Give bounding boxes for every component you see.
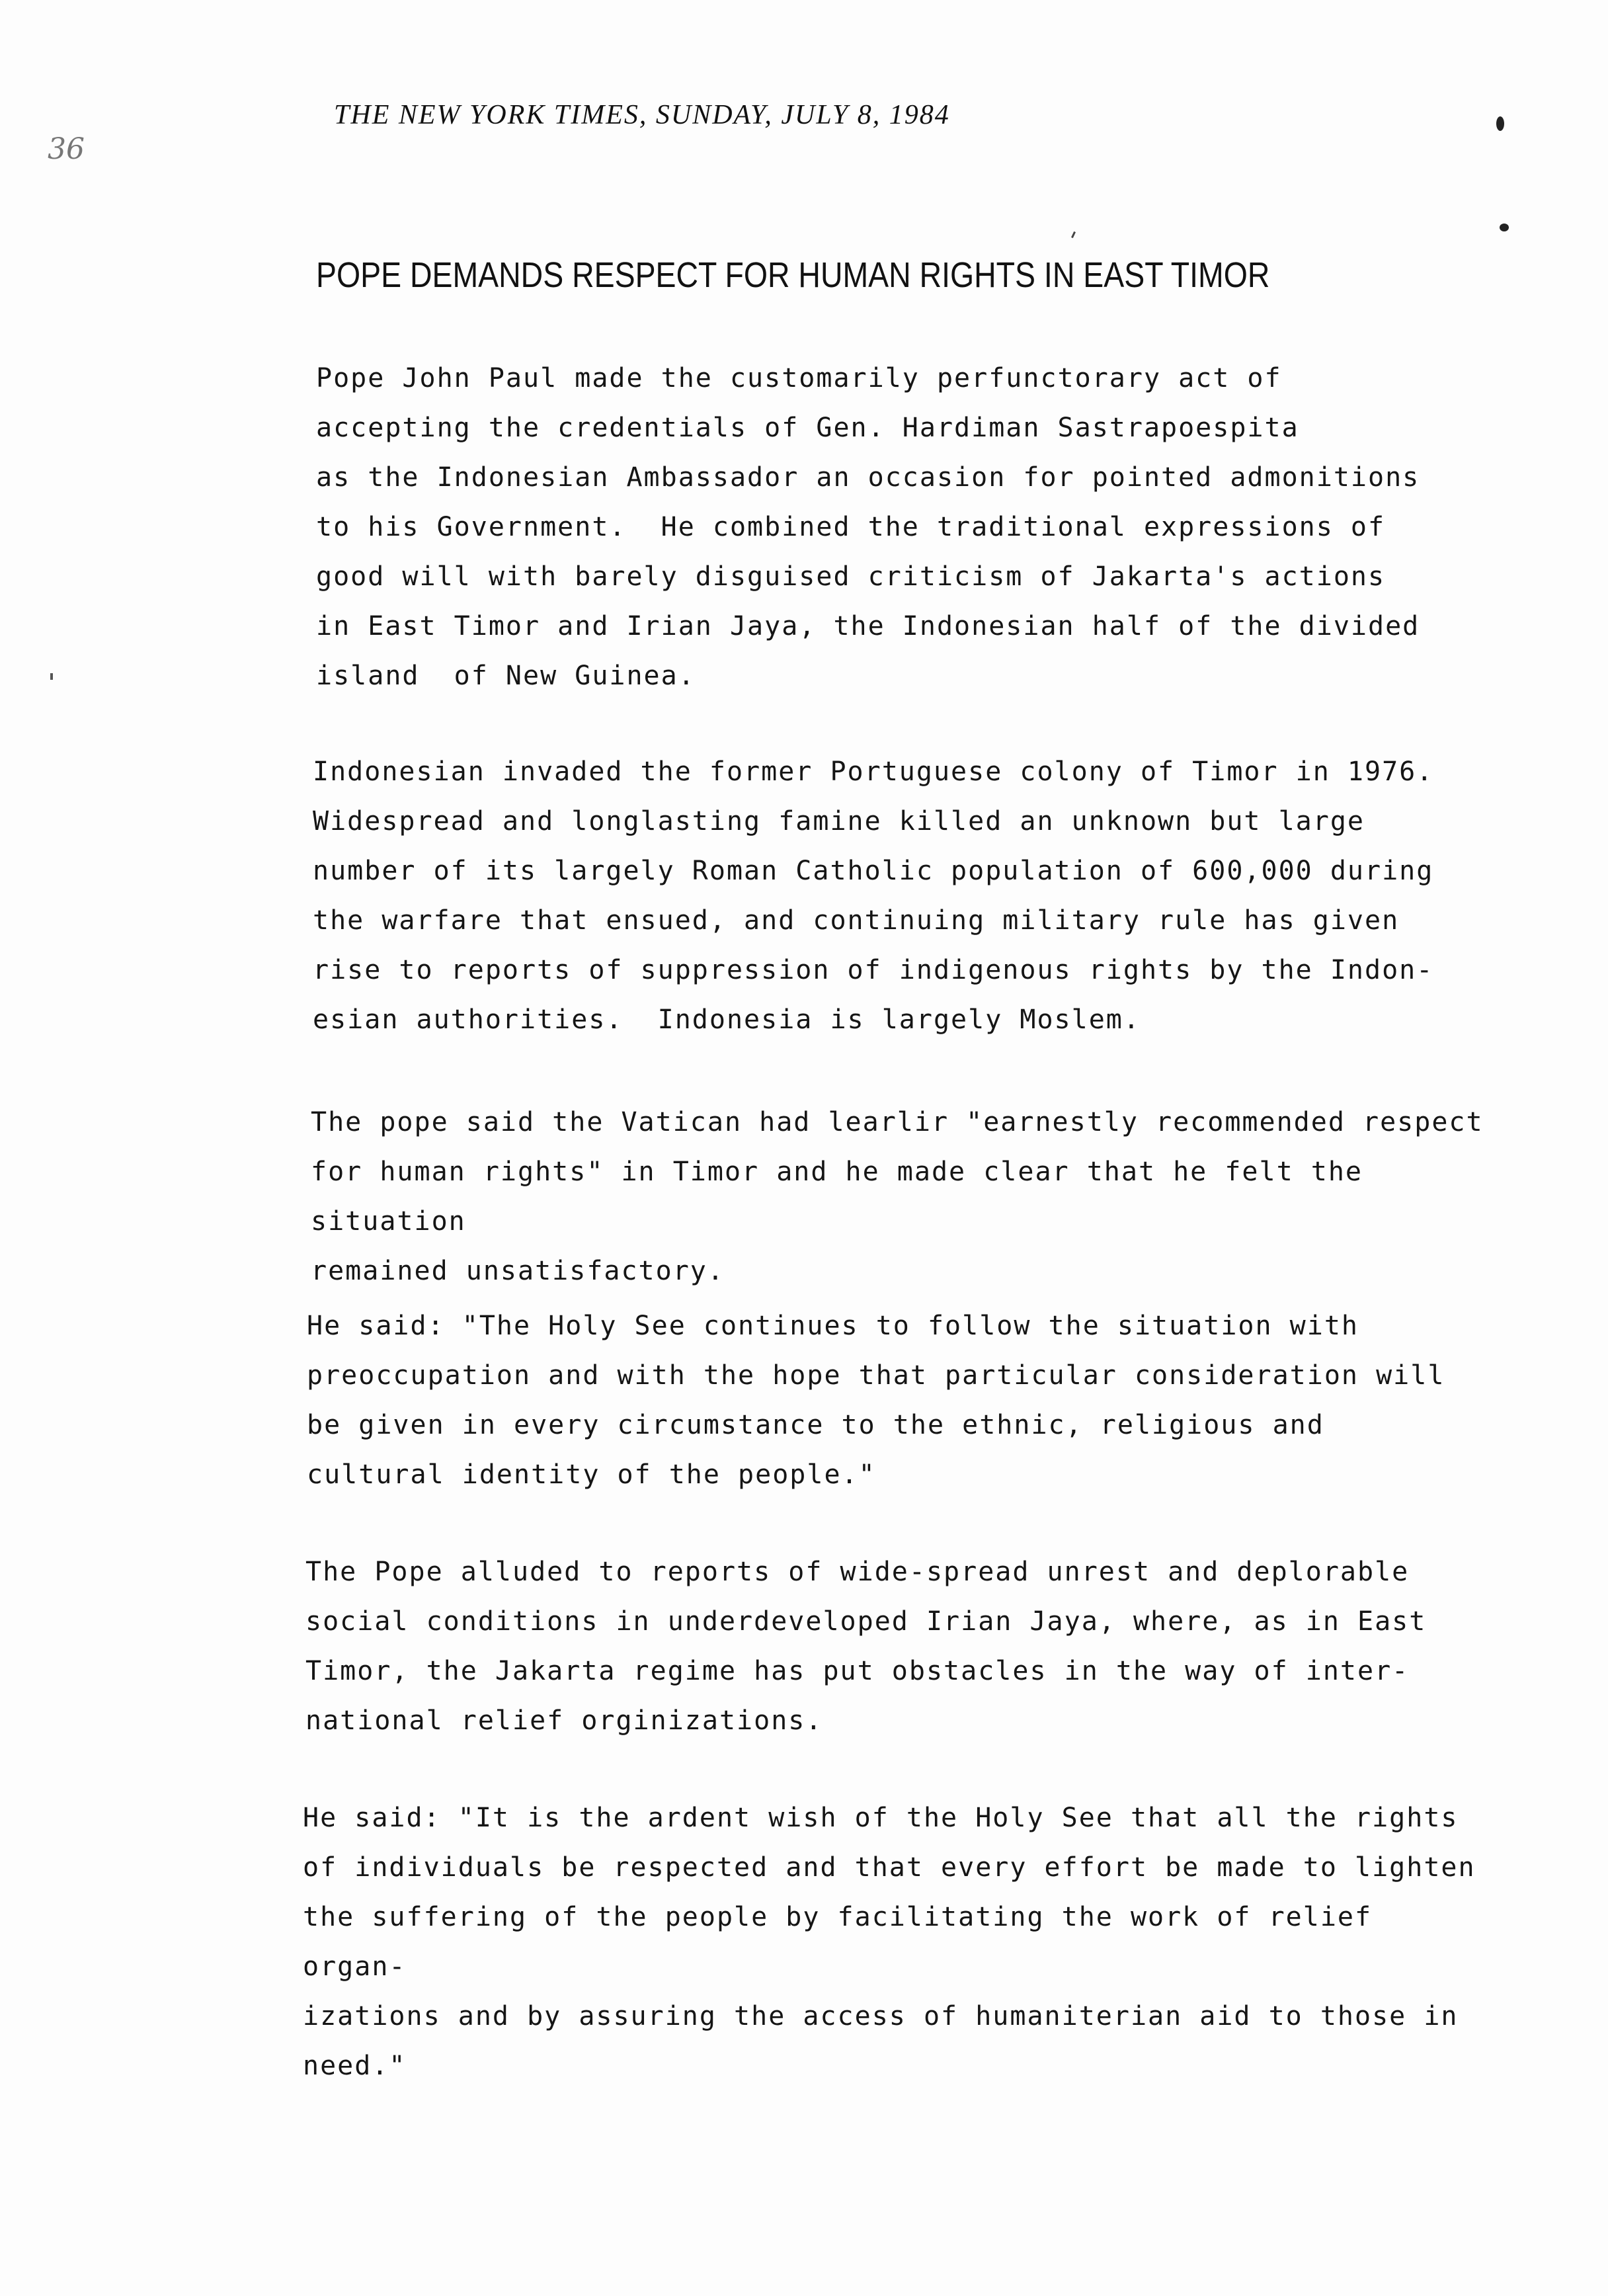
ink-dot-mark-icon [1500,224,1509,231]
article-paragraph-3: The pope said the Vatican had learlir "earnestly recommended respect for human rights" in Timor and he made clear that he felt the situation remained unsatisfactory. [311,1107,1484,1286]
article-paragraph-4: He said: "The Holy See continues to follow the situation with preoccupation and with the hope that particular consideration will be given in every circumstance to the ethnic, religious and cultural identity of the people." [307,1311,1445,1490]
stray-speck-icon [50,673,53,680]
article-headline: POPE DEMANDS RESPECT FOR HUMAN RIGHTS IN EAST TIMOR [316,255,1270,295]
article-paragraph-5: The Pope alluded to reports of wide-spread unrest and deplorable social conditions in underdeveloped Irian Jaya, where, as in East Timor, the Jakarta regime has put obstacles in the way of inter- national relief orginizations. [305,1557,1427,1736]
newspaper-masthead: THE NEW YORK TIMES, SUNDAY, JULY 8, 1984 [334,100,950,130]
article-paragraph-2: Indonesian invaded the former Portuguese colony of Timor in 1976. Widespread and longlasting famine killed an unknown but large number of its largely Roman Catholic population of 600,000 during the warfare that ensued, and continuing military rule has given rise to reports of suppression of indigenous rights by the Indon- esian authorities. Indonesia is largely Moslem. [313,757,1434,1035]
article-paragraph-1: Pope John Paul made the customarily perfunctorary act of accepting the credentials of Gen. Hardiman Sastrapoespita as the Indonesian Ambassador an occasion for pointed admonitions to his Government. He combined the traditional expressions of good will with barely disguised criticism of Jakarta's actions in East Timor and Irian Jaya, the Indonesian half of the divided island of New Guinea. [316,363,1420,691]
article-paragraph-6: He said: "It is the ardent wish of the Holy See that all the rights of individuals be respected and that every effort be made to lighten the suffering of the people by facilitating the work of relief organ- izations and by assuring the access of humaniterian aid to those in need." [303,1803,1476,2081]
punch-hole-mark-icon [1496,116,1504,131]
stray-mark-icon [1071,231,1076,238]
handwritten-margin-note: 36 [48,132,85,166]
